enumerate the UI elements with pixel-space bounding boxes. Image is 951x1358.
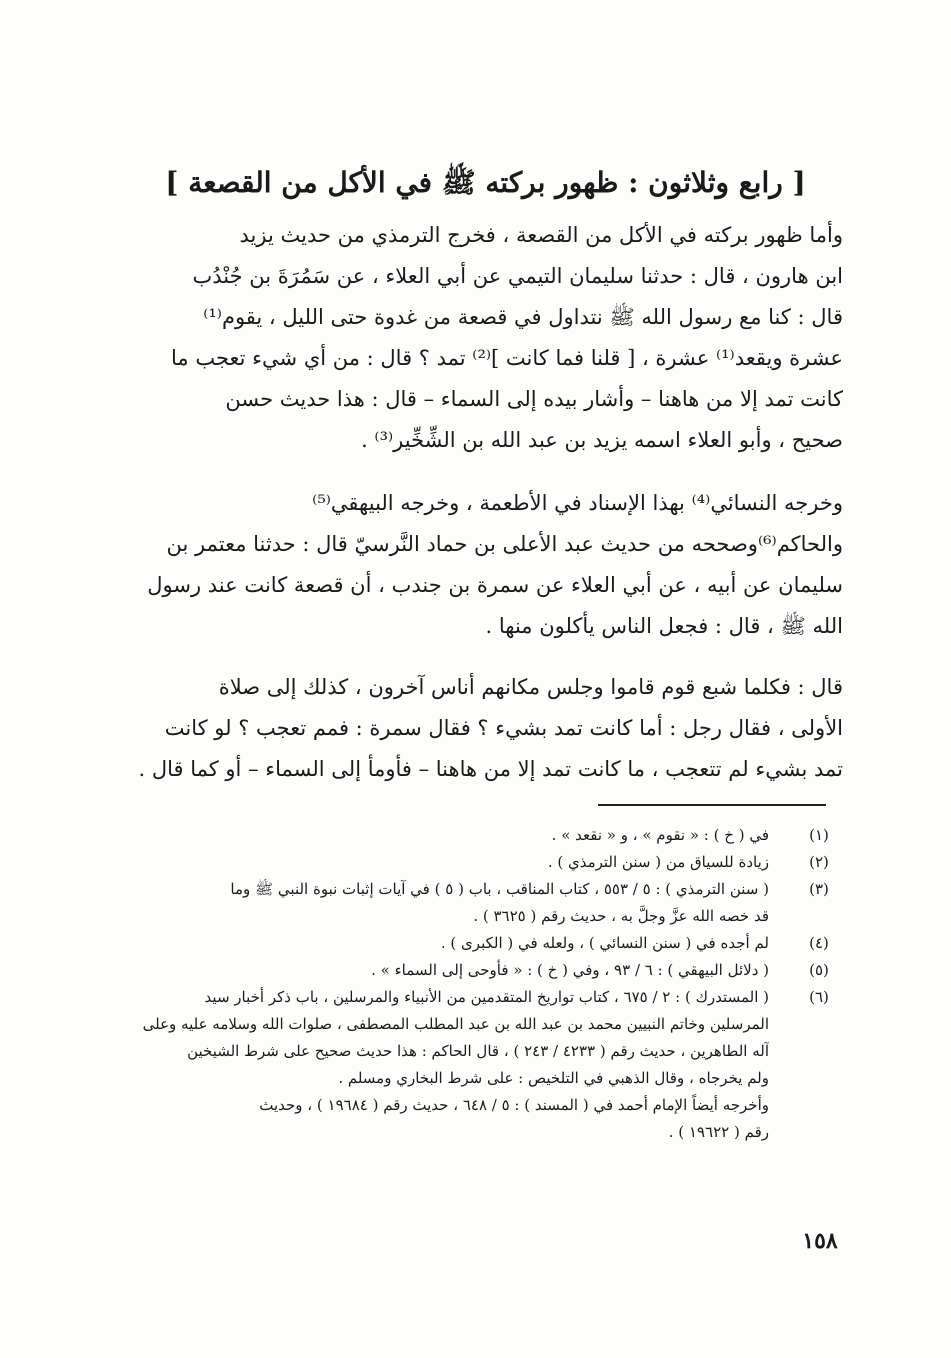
footnote-line: المرسلين وخاتم النبيين محمد بن عبد الله بن عبد المطلب المصطفى ، صلوات الله وسلامه عليه وعلى bbox=[142, 1015, 769, 1033]
footnote-line: وأخرجه أيضاً الإمام أحمد في ( المسند ) : ٥ / ٦٤٨ ، حديث رقم ( ١٩٦٨٤ ) ، وحديث bbox=[259, 1096, 769, 1114]
paragraph-line: والحاكم⁽⁶⁾وصححه من حديث عبد الأعلى بن حماد النَّرسيّ قال : حدثنا معتمر بن bbox=[166, 532, 843, 556]
footnote-number: (٥) bbox=[809, 961, 829, 979]
footnote-line: رقم ( ١٩٦٢٢ ) . bbox=[668, 1123, 769, 1141]
page-number: ١٥٨ bbox=[802, 1228, 838, 1254]
footnote-line: ( دلائل البيهقي ) : ٦ / ٩٣ ، وفي ( خ ) : « فأوحى إلى السماء » . bbox=[371, 961, 769, 979]
paragraph-line: ابن هارون ، قال : حدثنا سليمان التيمي عن أبي العلاء ، عن سَمُرَةَ بن جُنْدُب bbox=[192, 264, 843, 288]
section-heading: [ رابع وثلاثون : ظهور بركته ﷺ في الأكل من القصعة ] bbox=[165, 166, 806, 199]
footnote-number: (٦) bbox=[809, 988, 829, 1006]
paragraph-line: كانت تمد إلا من هاهنا – وأشار بيده إلى السماء – قال : هذا حديث حسن bbox=[225, 387, 843, 411]
paragraph-line: سليمان عن أبيه ، عن أبي العلاء عن سمرة بن جندب ، أن قصعة كانت عند رسول bbox=[147, 573, 843, 597]
footnote bbox=[108, 957, 839, 984]
paragraph-line: الأولى ، فقال رجل : أما كانت تمد بشيء ؟ فقال سمرة : فمم تعجب ؟ لو كانت bbox=[164, 716, 843, 740]
footnote-line: ( المستدرك ) : ٢ / ٦٧٥ ، كتاب تواريخ المتقدمين من الأنبياء والمرسلين ، باب ذكر أخبار سيد bbox=[204, 988, 769, 1006]
paragraph-line: قال : كنا مع رسول الله ﷺ نتداول في قصعة من غدوة حتى الليل ، يقوم⁽¹⁾ bbox=[203, 305, 843, 329]
footnote-line: ( سنن الترمذي ) : ٥ / ٥٥٣ ، كتاب المناقب ، باب ( ٥ ) في آيات إثبات نبوة النبي ﷺ وما bbox=[230, 880, 769, 898]
footnote-number: (٤) bbox=[809, 934, 829, 952]
footnote-line: آله الطاهرين ، حديث رقم ( ٤٢٣٣ / ٢٤٣ ) ، قال الحاكم : هذا حديث صحيح على شرط الشيخين bbox=[187, 1042, 769, 1060]
footnote-line: قد خصه الله عزَّ وجلَّ به ، حديث رقم ( ٣٦٢٥ ) . bbox=[473, 907, 769, 925]
footnote-number: (١) bbox=[809, 826, 829, 844]
paragraph-line: وأما ظهور بركته في الأكل من القصعة ، فخرج الترمذي من حديث يزيد bbox=[239, 223, 843, 247]
paragraph-line: وخرجه النسائي⁽⁴⁾ بهذا الإسناد في الأطعمة ، وخرجه البيهقي⁽⁵⁾ bbox=[312, 491, 843, 515]
footnote bbox=[108, 849, 839, 876]
paragraph-line: صحيح ، وأبو العلاء اسمه يزيد بن عبد الله بن الشِّخِّير⁽³⁾ . bbox=[361, 428, 843, 452]
paragraph-line: الله ﷺ ، قال : فجعل الناس يأكلون منها . bbox=[485, 614, 843, 638]
paragraph-line: تمد بشيء لم تتعجب ، ما كانت تمد إلا من هاهنا – فأومأ إلى السماء – أو كما قال . bbox=[138, 757, 843, 781]
footnote-separator bbox=[598, 804, 826, 806]
paragraph-2 bbox=[112, 483, 843, 647]
footnote-line: زيادة للسياق من ( سنن الترمذي ) . bbox=[547, 853, 769, 871]
footnote-number: (٢) bbox=[809, 853, 829, 871]
footnote-number: (٣) bbox=[809, 880, 829, 898]
footnote-line: في ( خ ) : « نقوم » ، و « نقعد » . bbox=[551, 826, 769, 844]
paragraph-line: قال : فكلما شبع قوم قاموا وجلس مكانهم أناس آخرون ، كذلك إلى صلاة bbox=[218, 675, 843, 699]
footnote bbox=[108, 876, 839, 930]
footnote-line: ولم يخرجاه ، وقال الذهبي في التلخيص : على شرط البخاري ومسلم . bbox=[338, 1069, 769, 1087]
paragraph-3 bbox=[112, 667, 843, 790]
paragraph-1 bbox=[112, 215, 843, 461]
footnote bbox=[108, 822, 839, 849]
paragraph-line: عشرة ويقعد⁽¹⁾ عشرة ، [ قلنا فما كانت ]⁽²⁾ تمد ؟ قال : من أي شيء تعجب ما bbox=[171, 346, 843, 370]
footnote-line: لم أجده في ( سنن النسائي ) ، ولعله في ( الكبرى ) . bbox=[440, 934, 769, 952]
footnote bbox=[108, 984, 839, 1146]
footnotes bbox=[108, 822, 839, 1146]
footnote bbox=[108, 930, 839, 957]
